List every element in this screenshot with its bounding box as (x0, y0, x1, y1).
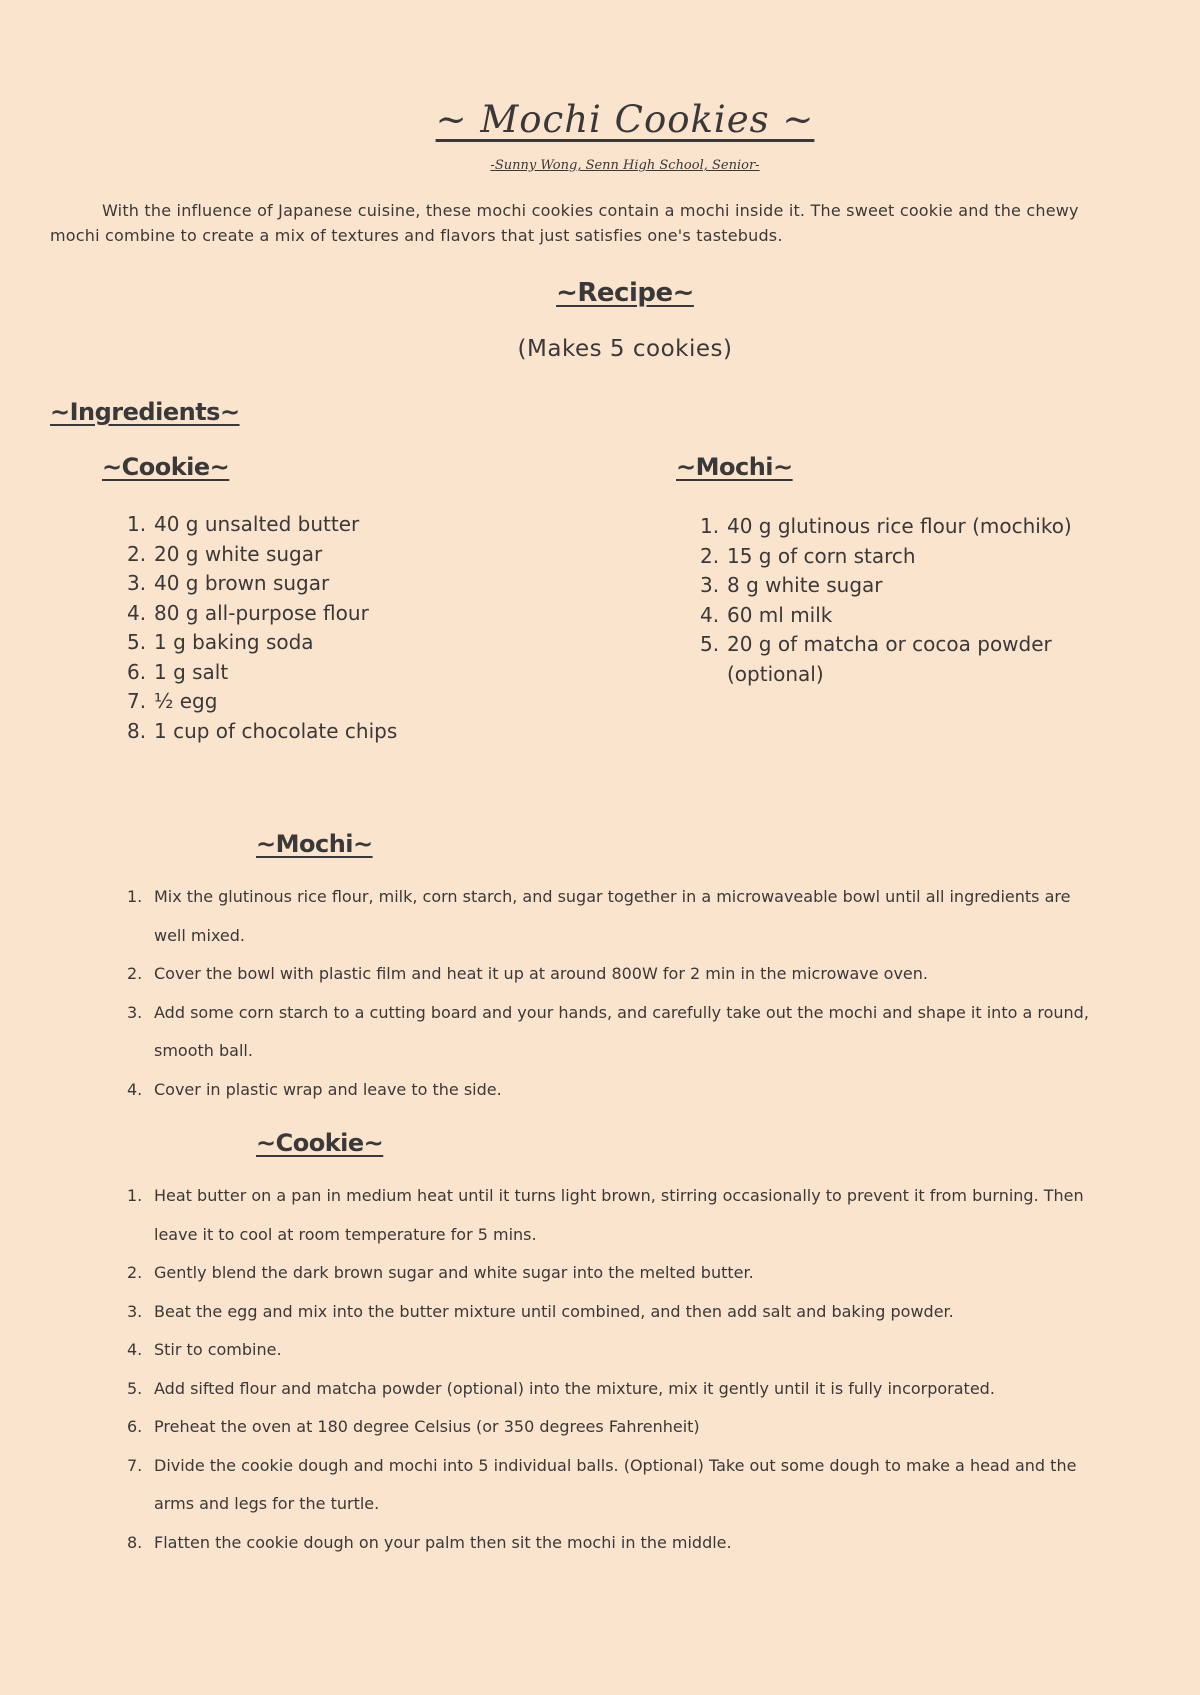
list-item: 4. 80 g all-purpose flour (127, 600, 369, 625)
list-item: 8. Flatten the cookie dough on your palm then sit the mochi in the middle. (127, 1532, 732, 1552)
list-item: 7. ½ egg (127, 689, 218, 713)
cookie-ingredients-list (127, 510, 587, 746)
mochi-steps-list (127, 878, 1107, 1109)
list-item: 7. Divide the cookie dough and mochi into 5 individual balls. (Optional) Take out some dough to make a head and the arms and legs for the turtle. (127, 1455, 1077, 1513)
list-item: 3. Beat the egg and mix into the butter mixture until combined, and then add salt and baking powder. (127, 1301, 954, 1321)
list-item: 2. 20 g white sugar (127, 541, 323, 566)
mochi-ingredients-list (700, 512, 1120, 689)
list-item: 3. Add some corn starch to a cutting board and your hands, and carefully take out the mochi and shape it into a round, smooth ball. (127, 1002, 1089, 1060)
list-item: 3. 8 g white sugar (700, 573, 883, 597)
yield-text: (Makes 5 cookies) (517, 336, 733, 362)
ingredients-heading: ~Ingredients~ (50, 398, 240, 426)
list-item: 5. Add sifted flour and matcha powder (optional) into the mixture, mix it gently until it is fully incorporated. (127, 1378, 995, 1398)
list-item: 1. 40 g unsalted butter (127, 512, 360, 536)
recipe-heading: ~Recipe~ (556, 278, 694, 308)
cookie-steps-heading: ~Cookie~ (256, 1129, 384, 1157)
cookie-ingredients-heading: ~Cookie~ (102, 453, 230, 481)
page-title: ~ Mochi Cookies ~ (435, 98, 815, 141)
cookie-steps-list (127, 1177, 1087, 1562)
list-item: 1. Mix the glutinous rice flour, milk, corn starch, and sugar together in a microwaveable bowl until all ingredients are well mixed. (127, 887, 1071, 945)
list-item: 1. Heat butter on a pan in medium heat until it turns light brown, stirring occasionally to prevent it from burning. Then leave it to cool at room temperature for 5 mins. (127, 1186, 1084, 1244)
list-item: 4. Cover in plastic wrap and leave to the side. (127, 1079, 502, 1099)
list-item: 5. 1 g baking soda (127, 630, 314, 654)
list-item: 3. 40 g brown sugar (127, 571, 330, 595)
list-item: 8. 1 cup of chocolate chips (127, 718, 398, 743)
intro-paragraph: With the influence of Japanese cuisine, these mochi cookies contain a mochi inside it. The sweet cookie and the chewy mochi combine to create a mix of textures and flavors that just satisfies one's tastebuds. (50, 201, 1079, 245)
list-item: 6. Preheat the oven at 180 degree Celsius (or 350 degrees Fahrenheit) (127, 1417, 700, 1436)
list-item: 4. 60 ml milk (700, 602, 833, 627)
mochi-steps-heading: ~Mochi~ (256, 830, 373, 858)
author-byline: -Sunny Wong, Senn High School, Senior- (490, 158, 760, 173)
list-item: 6. 1 g salt (127, 659, 229, 684)
list-item: 2. 15 g of corn starch (700, 543, 916, 568)
mochi-ingredients-heading: ~Mochi~ (676, 453, 793, 481)
list-item: 1. 40 g glutinous rice flour (mochiko) (700, 514, 1072, 538)
list-item: 4. Stir to combine. (127, 1340, 282, 1359)
list-item: 5. 20 g of matcha or cocoa powder (optional) (700, 632, 1052, 686)
list-item: 2. Gently blend the dark brown sugar and white sugar into the melted butter. (127, 1263, 754, 1282)
list-item: 2. Cover the bowl with plastic film and heat it up at around 800W for 2 min in the microwave oven. (127, 964, 928, 983)
